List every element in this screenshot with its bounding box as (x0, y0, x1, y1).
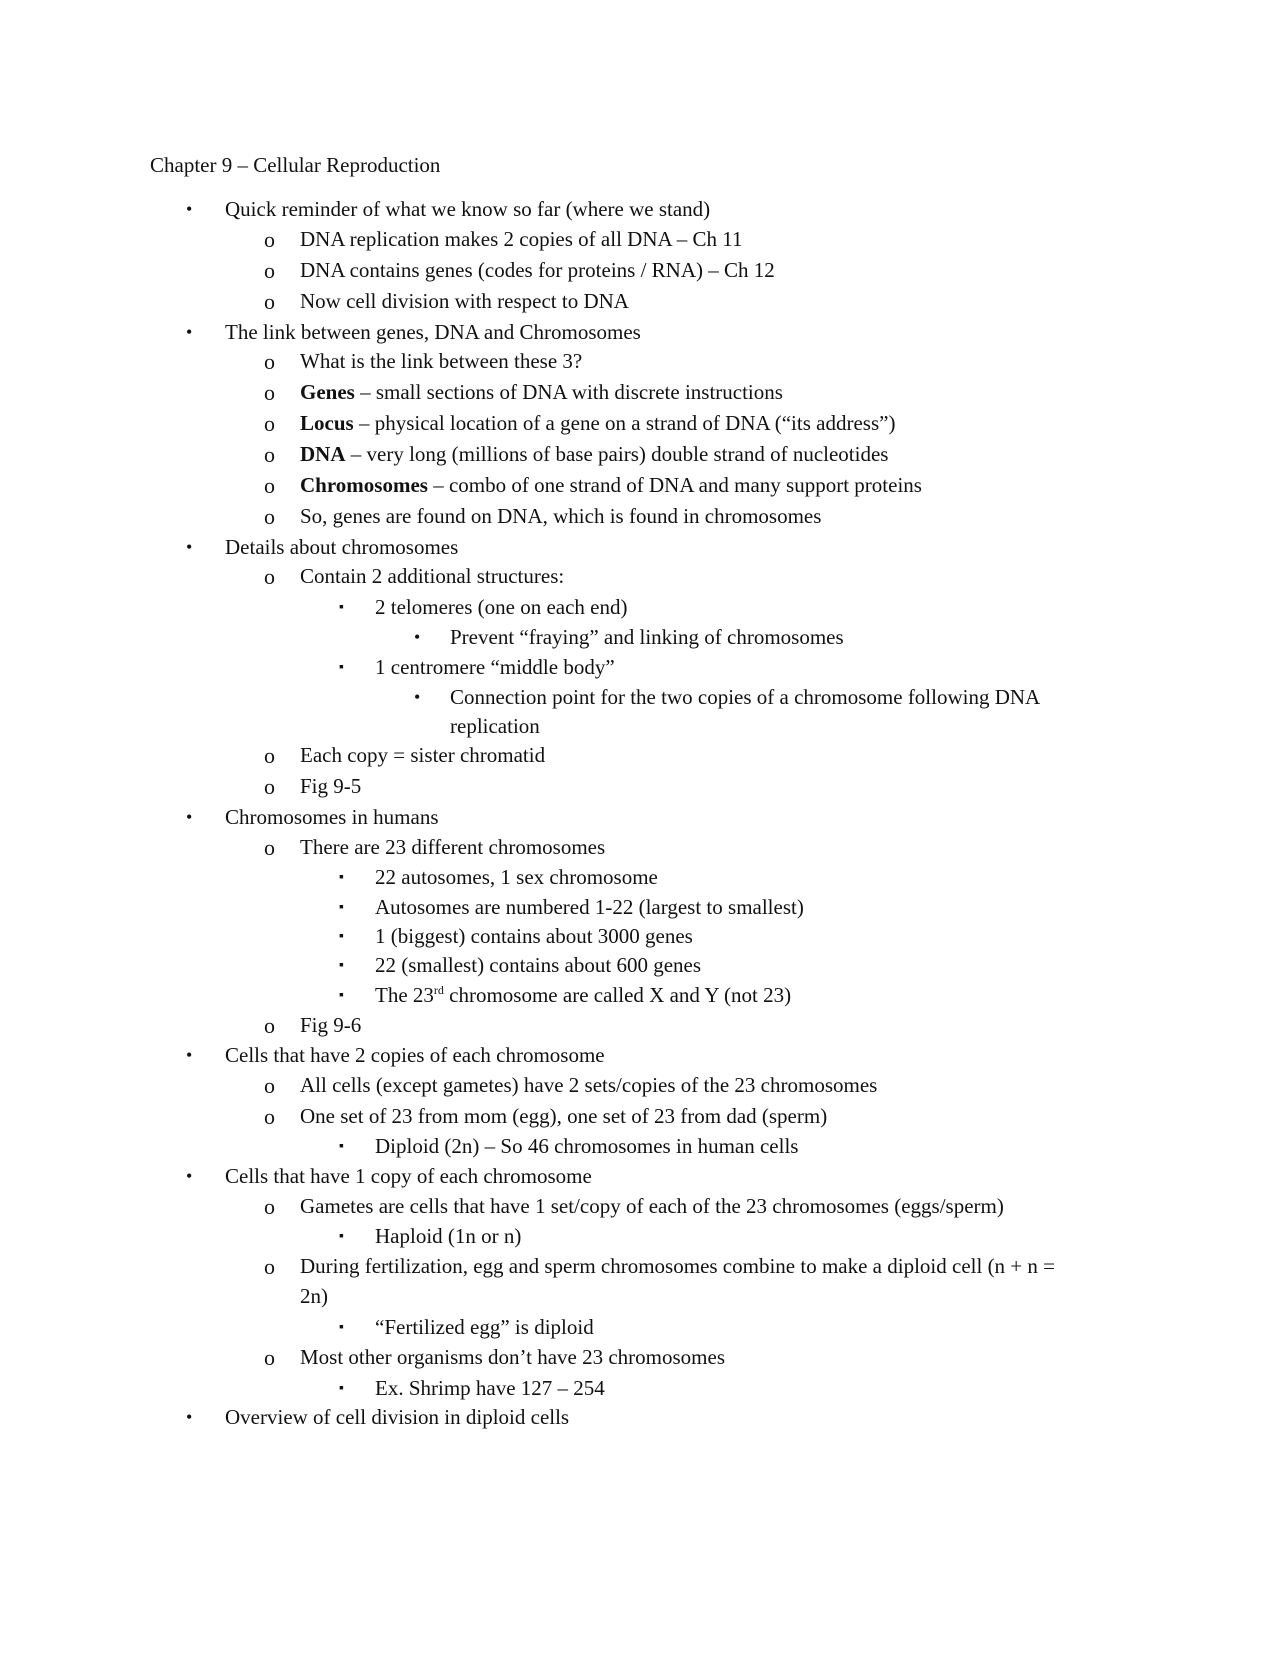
item-text (375, 652, 615, 683)
item-text (300, 439, 888, 470)
item-text (300, 470, 922, 501)
item-text (300, 771, 361, 802)
item-text (300, 1191, 1004, 1222)
sub-item (0, 771, 1280, 802)
circle-bullet-marker: o (264, 743, 275, 768)
sub-item (0, 740, 1280, 771)
item-text (375, 950, 701, 981)
square-bullet-marker: ▪ (339, 660, 344, 675)
item-text-content: One set of 23 from mom (egg), one set of 23 from dad (sperm) (300, 1104, 828, 1128)
item-text-content: What is the link between these 3? (300, 349, 583, 373)
square-bullet-marker: ▪ (339, 900, 344, 915)
item-text (225, 317, 641, 348)
sub-item (0, 501, 1280, 532)
item-text (300, 286, 629, 317)
circle-bullet-marker: o (264, 411, 275, 436)
item-text (300, 740, 545, 771)
square-bullet-marker: ▪ (339, 958, 344, 973)
item-text (300, 1070, 877, 1101)
item-text-content: – very long (millions of base pairs) double strand of nucleotides (345, 442, 889, 466)
item-text-content: Connection point for the two copies of a chromosome following DNA (450, 685, 1041, 709)
item-text (300, 224, 742, 255)
bullet-marker: • (186, 322, 193, 342)
circle-bullet-marker: o (264, 504, 275, 529)
item-text (375, 1373, 605, 1404)
item-text-content: chromosome are called X and Y (not 23) (443, 983, 792, 1007)
sub-item (0, 1342, 1280, 1373)
item-text-content: Fig 9-5 (300, 774, 362, 798)
bullet-item (0, 317, 1280, 348)
item-text (225, 1402, 569, 1433)
item-text (300, 1342, 725, 1373)
circle-bullet-marker: o (264, 227, 275, 252)
item-text (375, 1221, 521, 1252)
item-text-content: So, genes are found on DNA, which is found in chromosomes (300, 504, 822, 528)
item-text (375, 1131, 798, 1162)
bullet-marker: • (414, 687, 421, 707)
item-text (375, 862, 658, 893)
bullet-item (0, 802, 1280, 833)
item-text (450, 711, 540, 742)
page-title: Chapter 9 – Cellular Reproduction (150, 153, 441, 177)
circle-bullet-marker: o (264, 1013, 275, 1038)
subsub-item (0, 1131, 1280, 1162)
subsub-item (0, 980, 1280, 1011)
item-text-content: 1 (biggest) contains about 3000 genes (375, 924, 693, 948)
item-text-content: Prevent “fraying” and linking of chromosomes (450, 625, 844, 649)
term-label: DNA (300, 442, 346, 466)
item-text-content: Details about chromosomes (225, 535, 459, 559)
item-text-content: During fertilization, egg and sperm chromosomes combine to make a diploid cell (n + n = (300, 1254, 1055, 1278)
item-text-content: 2n) (300, 1284, 328, 1308)
sub-item-continuation (0, 1281, 1280, 1312)
item-text (375, 921, 693, 952)
circle-bullet-marker: o (264, 774, 275, 799)
item-text-content: Cells that have 1 copy of each chromosome (225, 1164, 592, 1188)
item-text-content: Now cell division with respect to DNA (300, 289, 629, 313)
circle-bullet-marker: o (264, 1194, 275, 1219)
item-text-content: The 23 (375, 983, 434, 1007)
item-text-content: Gametes are cells that have 1 set/copy of each of the 23 chromosomes (eggs/sperm) (300, 1194, 1004, 1218)
square-bullet-marker: ▪ (339, 1139, 344, 1154)
term-label: Chromosomes (300, 473, 428, 497)
circle-bullet-marker: o (264, 1345, 275, 1370)
item-text-content: All cells (except gametes) have 2 sets/copies of the 23 chromosomes (300, 1073, 878, 1097)
square-bullet-marker: ▪ (339, 929, 344, 944)
bullet-marker: • (186, 1045, 193, 1065)
sub-item (0, 832, 1280, 863)
item-text (300, 255, 775, 286)
circle-bullet-marker: o (264, 1073, 275, 1098)
subsub-item (0, 892, 1280, 923)
item-text-content: DNA contains genes (codes for proteins / RNA) – Ch 12 (300, 258, 775, 282)
sub-item (0, 561, 1280, 592)
item-text-content: Each copy = sister chromatid (300, 743, 546, 767)
item-text-content: Diploid (2n) – So 46 chromosomes in human cells (375, 1134, 799, 1158)
circle-bullet-marker: o (264, 1104, 275, 1129)
term-label: Genes (300, 380, 355, 404)
item-text (375, 980, 791, 1011)
item-text-content: Autosomes are numbered 1-22 (largest to smallest) (375, 895, 804, 919)
subsub-item (0, 1373, 1280, 1404)
item-text-content: 1 centromere “middle body” (375, 655, 615, 679)
item-text (225, 802, 439, 833)
item-text-content: replication (450, 714, 540, 738)
item-text (300, 1101, 827, 1132)
item-text-content: There are 23 different chromosomes (300, 835, 606, 859)
square-bullet-marker: ▪ (339, 600, 344, 615)
circle-bullet-marker: o (264, 442, 275, 467)
item-text-content: Chromosomes in humans (225, 805, 439, 829)
ordinal-superscript: rd (433, 983, 444, 997)
bullet-item (0, 532, 1280, 563)
item-text (300, 346, 582, 377)
item-text-content: The link between genes, DNA and Chromosomes (225, 320, 641, 344)
item-text (450, 682, 1040, 713)
item-text (300, 1010, 361, 1041)
item-text (450, 622, 844, 653)
bullet-marker: • (414, 627, 421, 647)
sub-item (0, 439, 1280, 470)
circle-bullet-marker: o (264, 258, 275, 283)
bullet-item (0, 1161, 1280, 1192)
detail-item (0, 622, 1280, 653)
detail-item-continuation (0, 711, 1280, 742)
circle-bullet-marker: o (264, 289, 275, 314)
item-text (300, 408, 895, 439)
detail-item (0, 682, 1280, 713)
item-text (300, 501, 821, 532)
square-bullet-marker: ▪ (339, 1381, 344, 1396)
item-text-content: Overview of cell division in diploid cells (225, 1405, 570, 1429)
sub-item (0, 1010, 1280, 1041)
item-text (300, 561, 564, 592)
bullet-marker: • (186, 807, 193, 827)
bullet-marker: • (186, 199, 193, 219)
item-text-content: Quick reminder of what we know so far (where we stand) (225, 197, 711, 221)
bullet-marker: • (186, 537, 193, 557)
item-text (300, 832, 605, 863)
item-text-content: DNA replication makes 2 copies of all DNA – Ch 11 (300, 227, 743, 251)
item-text (225, 1040, 605, 1071)
item-text-content: Fig 9-6 (300, 1013, 362, 1037)
subsub-item (0, 1312, 1280, 1343)
sub-item (0, 286, 1280, 317)
item-text-content: “Fertilized egg” is diploid (375, 1315, 594, 1339)
sub-item (0, 255, 1280, 286)
sub-item (0, 1191, 1280, 1222)
sub-item (0, 1070, 1280, 1101)
item-text (375, 592, 627, 623)
square-bullet-marker: ▪ (339, 1320, 344, 1335)
item-text (225, 532, 458, 563)
subsub-item (0, 652, 1280, 683)
bullet-marker: • (186, 1407, 193, 1427)
subsub-item (0, 862, 1280, 893)
item-text-content: Contain 2 additional structures: (300, 564, 565, 588)
item-text (300, 1251, 1055, 1282)
sub-item (0, 470, 1280, 501)
circle-bullet-marker: o (264, 380, 275, 405)
item-text (375, 892, 804, 923)
item-text-content: Ex. Shrimp have 127 – 254 (375, 1376, 605, 1400)
item-text-content: 22 autosomes, 1 sex chromosome (375, 865, 658, 889)
item-text-content: – small sections of DNA with discrete instructions (354, 380, 783, 404)
subsub-item (0, 921, 1280, 952)
item-text-content: – physical location of a gene on a strand of DNA (“its address”) (353, 411, 896, 435)
circle-bullet-marker: o (264, 564, 275, 589)
item-text-content: 22 (smallest) contains about 600 genes (375, 953, 702, 977)
item-text (300, 1281, 328, 1312)
circle-bullet-marker: o (264, 473, 275, 498)
circle-bullet-marker: o (264, 835, 275, 860)
bullet-item (0, 194, 1280, 225)
square-bullet-marker: ▪ (339, 870, 344, 885)
square-bullet-marker: ▪ (339, 988, 344, 1003)
circle-bullet-marker: o (264, 349, 275, 374)
item-text-content: – combo of one strand of DNA and many support proteins (427, 473, 922, 497)
term-label: Locus (300, 411, 354, 435)
sub-item (0, 377, 1280, 408)
sub-item (0, 408, 1280, 439)
circle-bullet-marker: o (264, 1254, 275, 1279)
item-text-content: Most other organisms don’t have 23 chromosomes (300, 1345, 726, 1369)
item-text (225, 194, 710, 225)
subsub-item (0, 592, 1280, 623)
sub-item (0, 224, 1280, 255)
square-bullet-marker: ▪ (339, 1229, 344, 1244)
item-text-content: 2 telomeres (one on each end) (375, 595, 628, 619)
sub-item (0, 346, 1280, 377)
sub-item (0, 1251, 1280, 1282)
bullet-item (0, 1402, 1280, 1433)
sub-item (0, 1101, 1280, 1132)
subsub-item (0, 950, 1280, 981)
item-text (225, 1161, 592, 1192)
bullet-item (0, 1040, 1280, 1071)
item-text-content: Cells that have 2 copies of each chromosome (225, 1043, 605, 1067)
item-text (375, 1312, 594, 1343)
item-text-content: Haploid (1n or n) (375, 1224, 522, 1248)
item-text (300, 377, 783, 408)
bullet-marker: • (186, 1166, 193, 1186)
subsub-item (0, 1221, 1280, 1252)
